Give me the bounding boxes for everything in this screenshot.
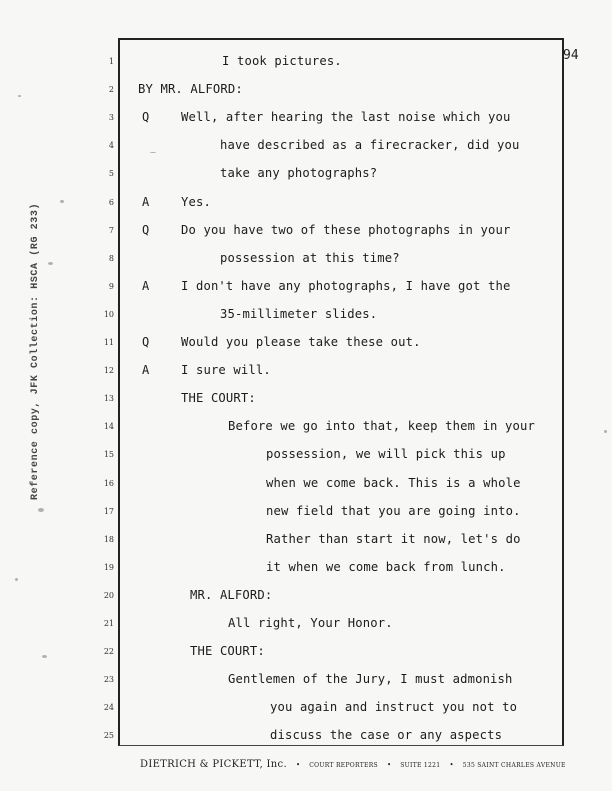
transcript-line-text: Would you please take these out. [181, 335, 421, 349]
speaker-mark: A [142, 278, 150, 293]
transcript-line-text: you again and instruct you not to [270, 700, 518, 715]
scan-speck [150, 152, 156, 153]
reporter-suite: SUITE 1221 [400, 762, 441, 769]
scan-speck [15, 578, 18, 581]
transcript-line-text: Yes. [181, 194, 211, 209]
speaker-mark: Q [142, 335, 150, 349]
line-number: 2 [108, 85, 114, 95]
line-number: 11 [103, 338, 114, 347]
scan-speck [48, 262, 53, 265]
reporter-footer [140, 752, 566, 771]
line-number: 5 [108, 169, 114, 179]
transcript-line-text: 35-millimeter slides. [220, 306, 378, 321]
transcript-line-text: Before we go into that, keep them in your [228, 419, 535, 434]
speaker-mark: A [142, 363, 150, 378]
line-number: 1 [108, 57, 114, 66]
line-number: 6 [108, 197, 114, 207]
line-number: 17 [103, 506, 114, 516]
line-number: 15 [103, 450, 114, 460]
line-number: 14 [103, 422, 114, 432]
page-number: 94 [563, 48, 579, 63]
transcript-line-text: I sure will. [181, 363, 271, 378]
separator-dot: • [449, 761, 454, 769]
transcript-line-text: THE COURT: [190, 644, 265, 659]
transcript-line-text: take any photographs? [220, 166, 378, 181]
reporter-address: 535 SAINT CHARLES AVENUE [462, 762, 566, 769]
line-number: 7 [108, 225, 114, 235]
transcript-line-text: I took pictures. [222, 54, 342, 68]
transcript-line-text: discuss the case or any aspects [270, 728, 503, 743]
transcript-line-text: new field that you are going into. [266, 503, 521, 518]
scan-speck [38, 508, 44, 512]
scan-speck [604, 430, 607, 433]
line-number: 4 [108, 141, 114, 151]
line-number: 8 [108, 253, 114, 263]
line-number: 21 [103, 619, 114, 628]
scan-speck [18, 95, 21, 97]
transcript-line-text: have described as a firecracker, did you [220, 138, 520, 153]
scan-speck [42, 655, 47, 658]
line-number: 22 [103, 647, 114, 657]
line-number: 19 [103, 562, 114, 572]
transcript-line-text: MR. ALFORD: [190, 587, 273, 602]
line-number: 18 [103, 534, 114, 544]
transcript-line-text: possession, we will pick this up [266, 447, 506, 462]
line-number: 9 [108, 281, 114, 291]
firm-name: DIETRICH & PICKETT, Inc. [140, 759, 287, 770]
transcript-line-text: THE COURT: [181, 391, 256, 406]
line-number: 16 [103, 478, 114, 488]
separator-dot: • [296, 761, 301, 769]
line-number: 25 [103, 731, 114, 741]
transcript-line-text: Do you have two of these photographs in your [181, 222, 511, 237]
transcript-line-text: I don't have any photographs, I have got the [181, 278, 511, 293]
transcript-line-text: when we come back. This is a whole [266, 475, 521, 490]
transcript-line-text: BY MR. ALFORD: [138, 82, 243, 97]
transcript-line-text: Gentlemen of the Jury, I must admonish [228, 672, 513, 687]
transcript-line-text: it when we come back from lunch. [266, 559, 506, 574]
transcript-line-text: Rather than start it now, let's do [266, 531, 521, 546]
speaker-mark: Q [142, 110, 150, 125]
collection-stamp: Reference copy, JFK Collection: HSCA (RG 233) [30, 202, 41, 500]
line-number: 10 [103, 309, 114, 319]
transcript-line-text: All right, Your Honor. [228, 616, 393, 630]
reporter-role: COURT REPORTERS [309, 762, 378, 769]
line-number: 24 [103, 703, 114, 713]
line-number: 13 [103, 394, 114, 404]
line-number: 3 [108, 113, 114, 123]
scan-speck [60, 200, 64, 203]
speaker-mark: A [142, 194, 150, 209]
transcript-line-text: Well, after hearing the last noise which you [181, 110, 511, 125]
transcript-line-text: possession at this time? [220, 250, 400, 265]
line-number: 12 [103, 366, 114, 376]
line-number: 23 [103, 675, 114, 685]
separator-dot: • [387, 761, 392, 769]
line-number: 20 [103, 590, 114, 600]
speaker-mark: Q [142, 222, 150, 237]
